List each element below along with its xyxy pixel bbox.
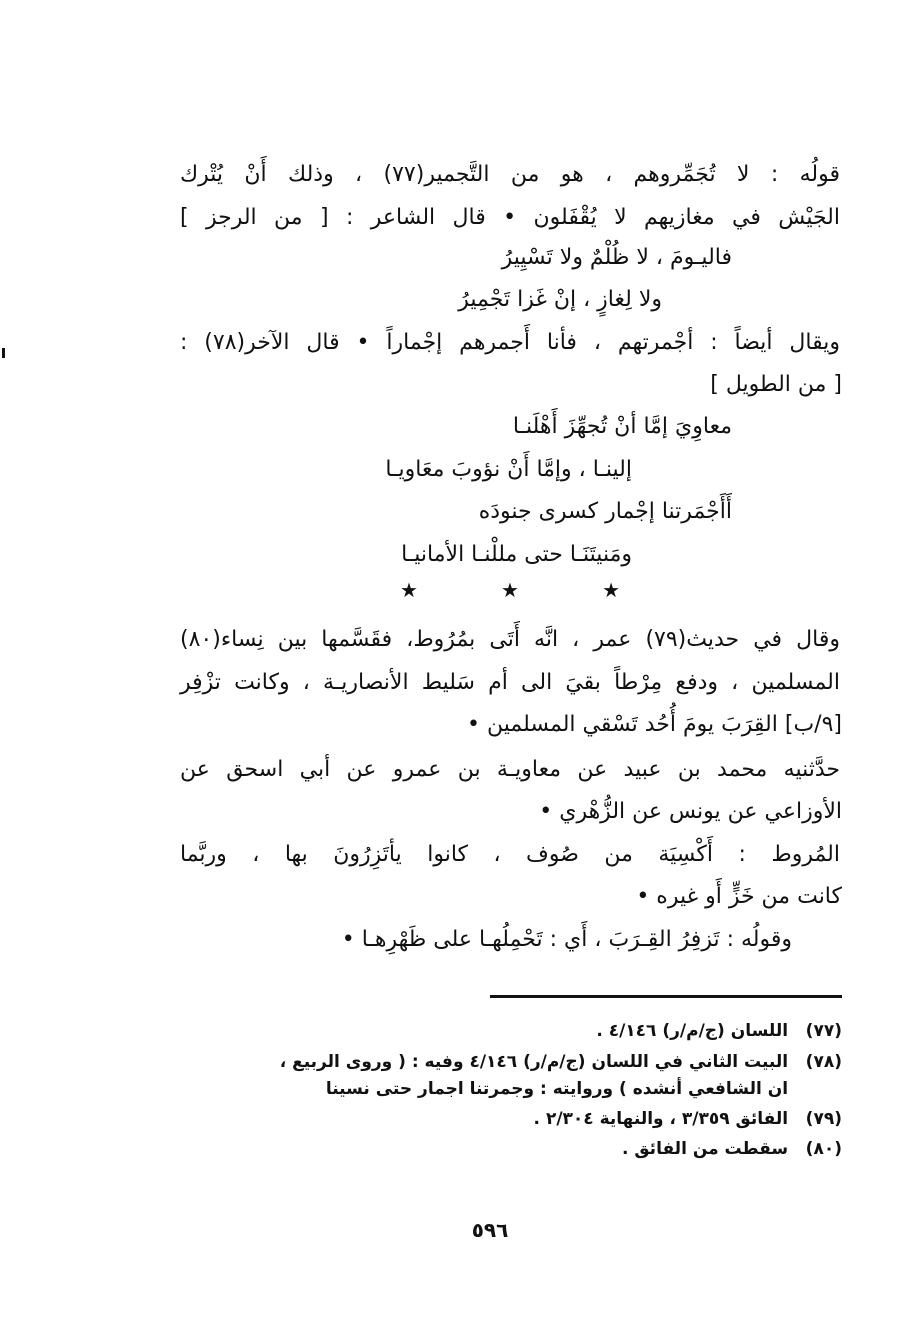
body-line-1: قولُه : لا تُجَمِّروهم ، هو من التَّجمير(٧٧) ، وذلك أَنْ يُتْرك bbox=[180, 162, 840, 187]
verse-line-2: ولا لِغازٍ ، إنْ غَزا تَجْمِيرُ bbox=[458, 287, 662, 312]
body-line-7: حدَّثنيه محمد بن عبيد عن معاويـة بن عمرو عن أبي اسحق عن bbox=[180, 757, 840, 782]
star-ornament: ★ bbox=[501, 578, 519, 602]
body-line-2: الجَيْش في مغازيهم لا يُقْفَلون • قال الشاعر : [ من الرجز ] bbox=[180, 205, 840, 230]
page-number: ٥٩٦ bbox=[471, 1218, 509, 1242]
body-line-4: وقال في حديث(٧٩) عمر ، انَّه أَتَى بمُرُوط، فقَسَّمها بين نِساء(٨٠) bbox=[180, 627, 840, 652]
meter-label: [ من الطويل ] bbox=[710, 372, 842, 397]
footnote-number: (٧٨) bbox=[805, 1052, 842, 1072]
body-line-9: المُروط : أَكْسِيَة من صُوف ، كانوا يأتَزِرُونَ بها ، وربَّما bbox=[180, 842, 840, 867]
footnote-text: الفائق ٣/٣٥٩ ، والنهاية ٢/٣٠٤ . bbox=[533, 1109, 789, 1129]
body-line-10: كانت من خَزٍّ أَو غيره • bbox=[636, 884, 842, 909]
star-ornament: ★ bbox=[602, 578, 620, 602]
verse-line-3: معاوِيَ إمَّا أنْ تُجهِّزَ أَهْلَنـا bbox=[512, 414, 732, 439]
body-line-5: المسلمين ، ودفع مِرْطاً بقيَ الى أم سَليط الأنصاريـة ، وكانت تزْفِر bbox=[180, 670, 840, 695]
footnote-77 bbox=[596, 1020, 842, 1042]
verse-line-6: ومَنيتَنَـا حتى مللْنـا الأمانيـا bbox=[401, 542, 632, 567]
footnote-rule bbox=[490, 995, 842, 998]
body-line-6: [٩/ب] القِرَبَ يومَ أُحُد تَسْقي المسلمين • bbox=[467, 712, 842, 737]
star-ornament: ★ bbox=[400, 578, 418, 602]
verse-line-1: فاليـومَ ، لا ظُلْمٌ ولا تَسْيِيرُ bbox=[501, 245, 732, 270]
footnote-78-continued bbox=[326, 1078, 842, 1100]
verse-line-4: إلينـا ، وإمَّا أَنْ نؤوبَ معَاويـا bbox=[385, 457, 632, 482]
body-line-8: الأوزاعي عن يونس عن الزُّهْري • bbox=[539, 799, 842, 824]
verse-line-5: أَأَجْمَرتنا إجْمار كسرى جنودَه bbox=[478, 499, 732, 524]
scan-edge-mark bbox=[2, 348, 5, 358]
body-line-11: وقولُه : تَزفِرُ القِـرَبَ ، أَي : تَحْمِلُهـا على ظَهْرِهـا • bbox=[341, 927, 792, 952]
footnote-number: (٧٩) bbox=[805, 1109, 842, 1129]
footnote-text: اللسان (ج/م/ر) ٤/١٤٦ . bbox=[596, 1021, 789, 1041]
footnote-text: البيت الثاني في اللسان (ج/م/ر) ٤/١٤٦ وفيه : ( وروى الربيع ، bbox=[279, 1052, 789, 1072]
body-line-3: ويقال أيضاً : أجْمرتهم ، فأنا أَجمرهم إجْماراً • قال الآخر(٧٨) : bbox=[180, 330, 840, 355]
footnote-text: ان الشافعي أنشده ) وروايته : وجمرتنا اجمار حتى نسينا bbox=[325, 1079, 789, 1099]
footnote-80 bbox=[622, 1138, 842, 1160]
footnote-text: سقطت من الفائق . bbox=[621, 1139, 789, 1159]
footnote-number: (٧٧) bbox=[805, 1021, 842, 1041]
footnote-78 bbox=[280, 1051, 842, 1073]
footnote-number: (٨٠) bbox=[805, 1139, 842, 1159]
section-separator bbox=[400, 578, 620, 602]
footnote-79 bbox=[534, 1108, 842, 1130]
